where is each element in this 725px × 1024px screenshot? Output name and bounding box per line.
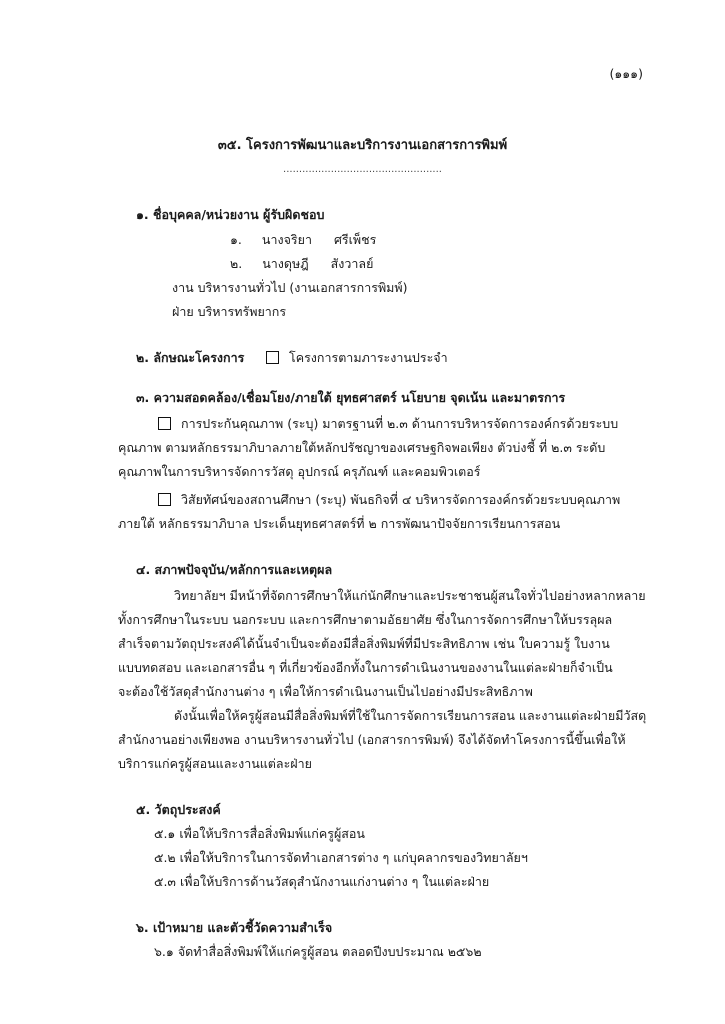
- section6-heading: ๖. เป้าหมาย และตัวชี้วัดความสำเร็จ: [136, 920, 333, 935]
- project-type-option: [266, 346, 448, 370]
- rationale-p2-line-2: สำนักงานอย่างเพียงพอ งานบริหารงานทั่วไป (เอกสารการพิมพ์) จึงได้จัดทำโครงการนี้ขึ้นเพื่อให้: [118, 732, 626, 747]
- document-title: ๓๕. โครงการพัฒนาและบริการงานเอกสารการพิมพ์: [217, 138, 508, 153]
- rationale-line-5: จะต้องใช้วัสดุสำนักงานต่าง ๆ เพื่อให้การดำเนินงานเป็นไปอย่างมีประสิทธิภาพ: [118, 684, 533, 699]
- vision-line-1: วิสัยทัศน์ของสถานศึกษา (ระบุ) พันธกิจที่ ๔ บริหารจัดการองค์กรด้วยระบบคุณภาพ: [181, 492, 621, 507]
- vision-item: [158, 488, 620, 512]
- vision-line-2: ภายใต้ หลักธรรมาภิบาล ประเด็นยุทธศาสตร์ที่ ๒ การพัฒนาปัจจัยการเรียนการสอน: [118, 516, 561, 531]
- person-2: [230, 252, 373, 276]
- objective-1: ๕.๑ เพื่อให้บริการสื่อสิ่งพิมพ์แก่ครูผู้สอน: [154, 826, 365, 841]
- person-1-no: ๑.: [230, 232, 242, 247]
- project-type-checkbox[interactable]: [266, 351, 279, 364]
- section2-heading: ๒. ลักษณะโครงการ: [136, 350, 245, 365]
- rationale-line-1: วิทยาลัยฯ มีหน้าที่จัดการศึกษาให้แก่นักศึกษาและประชาชนผู้สนใจทั่วไปอย่างหลากหลาย: [174, 588, 646, 603]
- person-2-last: สังวาลย์: [330, 256, 374, 271]
- quality-assurance-checkbox[interactable]: [158, 417, 171, 430]
- project-type-label: โครงการตามภาระงานประจำ: [289, 350, 448, 365]
- section1-heading: ๑. ชื่อบุคคล/หน่วยงาน ผู้รับผิดชอบ: [136, 207, 325, 222]
- target-1: ๖.๑ จัดทำสื่อสิ่งพิมพ์ให้แก่ครูผู้สอน ตลอดปีงบประมาณ ๒๕๖๒: [154, 944, 482, 959]
- rationale-line-4: แบบทดสอบ และเอกสารอื่น ๆ ที่เกี่ยวข้องอีกทั้งในการดำเนินงานของงานในแต่ละฝ่ายก็จำเป็น: [118, 660, 613, 675]
- objective-3: ๕.๓ เพื่อให้บริการด้านวัสดุสำนักงานแก่งานต่าง ๆ ในแต่ละฝ่าย: [154, 874, 490, 889]
- title-underline-dots: ..................................................: [283, 164, 442, 175]
- rationale-line-3: สำเร็จตามวัตถุประสงค์ได้นั้นจำเป็นจะต้องมีสื่อสิ่งพิมพ์ที่มีประสิทธิภาพ เช่น ใบความรู้ ใบงาน: [118, 636, 610, 651]
- person-1: [230, 228, 376, 252]
- section5-heading: ๕. วัตถุประสงค์: [136, 802, 221, 817]
- section3-heading: ๓. ความสอดคล้อง/เชื่อมโยง/ภายใต้ ยุทธศาสตร์ นโยบาย จุดเน้น และมาตรการ: [136, 390, 566, 405]
- person-2-first: นางดุษฎี: [262, 256, 309, 271]
- qa-line-3: คุณภาพในการบริหารจัดการวัสดุ อุปกรณ์ ครุภัณฑ์ และคอมพิวเตอร์: [118, 464, 481, 479]
- person-2-no: ๒.: [230, 256, 243, 271]
- rationale-p2-line-3: บริการแก่ครูผู้สอนและงานแต่ละฝ่าย: [118, 756, 312, 771]
- page-number: (๑๑๑): [609, 66, 643, 81]
- objective-2: ๕.๒ เพื่อให้บริการในการจัดทำเอกสารต่าง ๆ แก่บุคลากรของวิทยาลัยฯ: [154, 850, 528, 865]
- quality-assurance-item: [158, 412, 618, 436]
- person-1-first: นางจริยา: [261, 232, 312, 247]
- qa-line-2: คุณภาพ ตามหลักธรรมาภิบาลภายใต้หลักปรัชญาของเศรษฐกิจพอเพียง ตัวบ่งชี้ ที่ ๒.๓ ระดับ: [118, 440, 606, 455]
- rationale-p2-line-1: ดังนั้นเพื่อให้ครูผู้สอนมีสื่อสิ่งพิมพ์ที่ใช้ในการจัดการเรียนการสอน และงานแต่ละฝ่ายมีวัสดุ: [174, 708, 647, 723]
- person-1-last: ศรีเพ็ชร: [333, 232, 377, 247]
- responsible-unit: งาน บริหารงานทั่วไป (งานเอกสารการพิมพ์): [172, 280, 408, 295]
- vision-checkbox[interactable]: [158, 493, 171, 506]
- qa-line-1: การประกันคุณภาพ (ระบุ) มาตรฐานที่ ๒.๓ ด้านการบริหารจัดการองค์กรด้วยระบบ: [181, 416, 619, 431]
- section4-heading: ๔. สภาพปัจจุบัน/หลักการและเหตุผล: [136, 562, 333, 577]
- rationale-line-2: ทั้งการศึกษาในระบบ นอกระบบ และการศึกษาตามอัธยาศัย ซึ่งในการจัดการศึกษาให้บรรลุผล: [118, 612, 613, 627]
- responsible-department: ฝ่าย บริหารทรัพยากร: [172, 304, 287, 319]
